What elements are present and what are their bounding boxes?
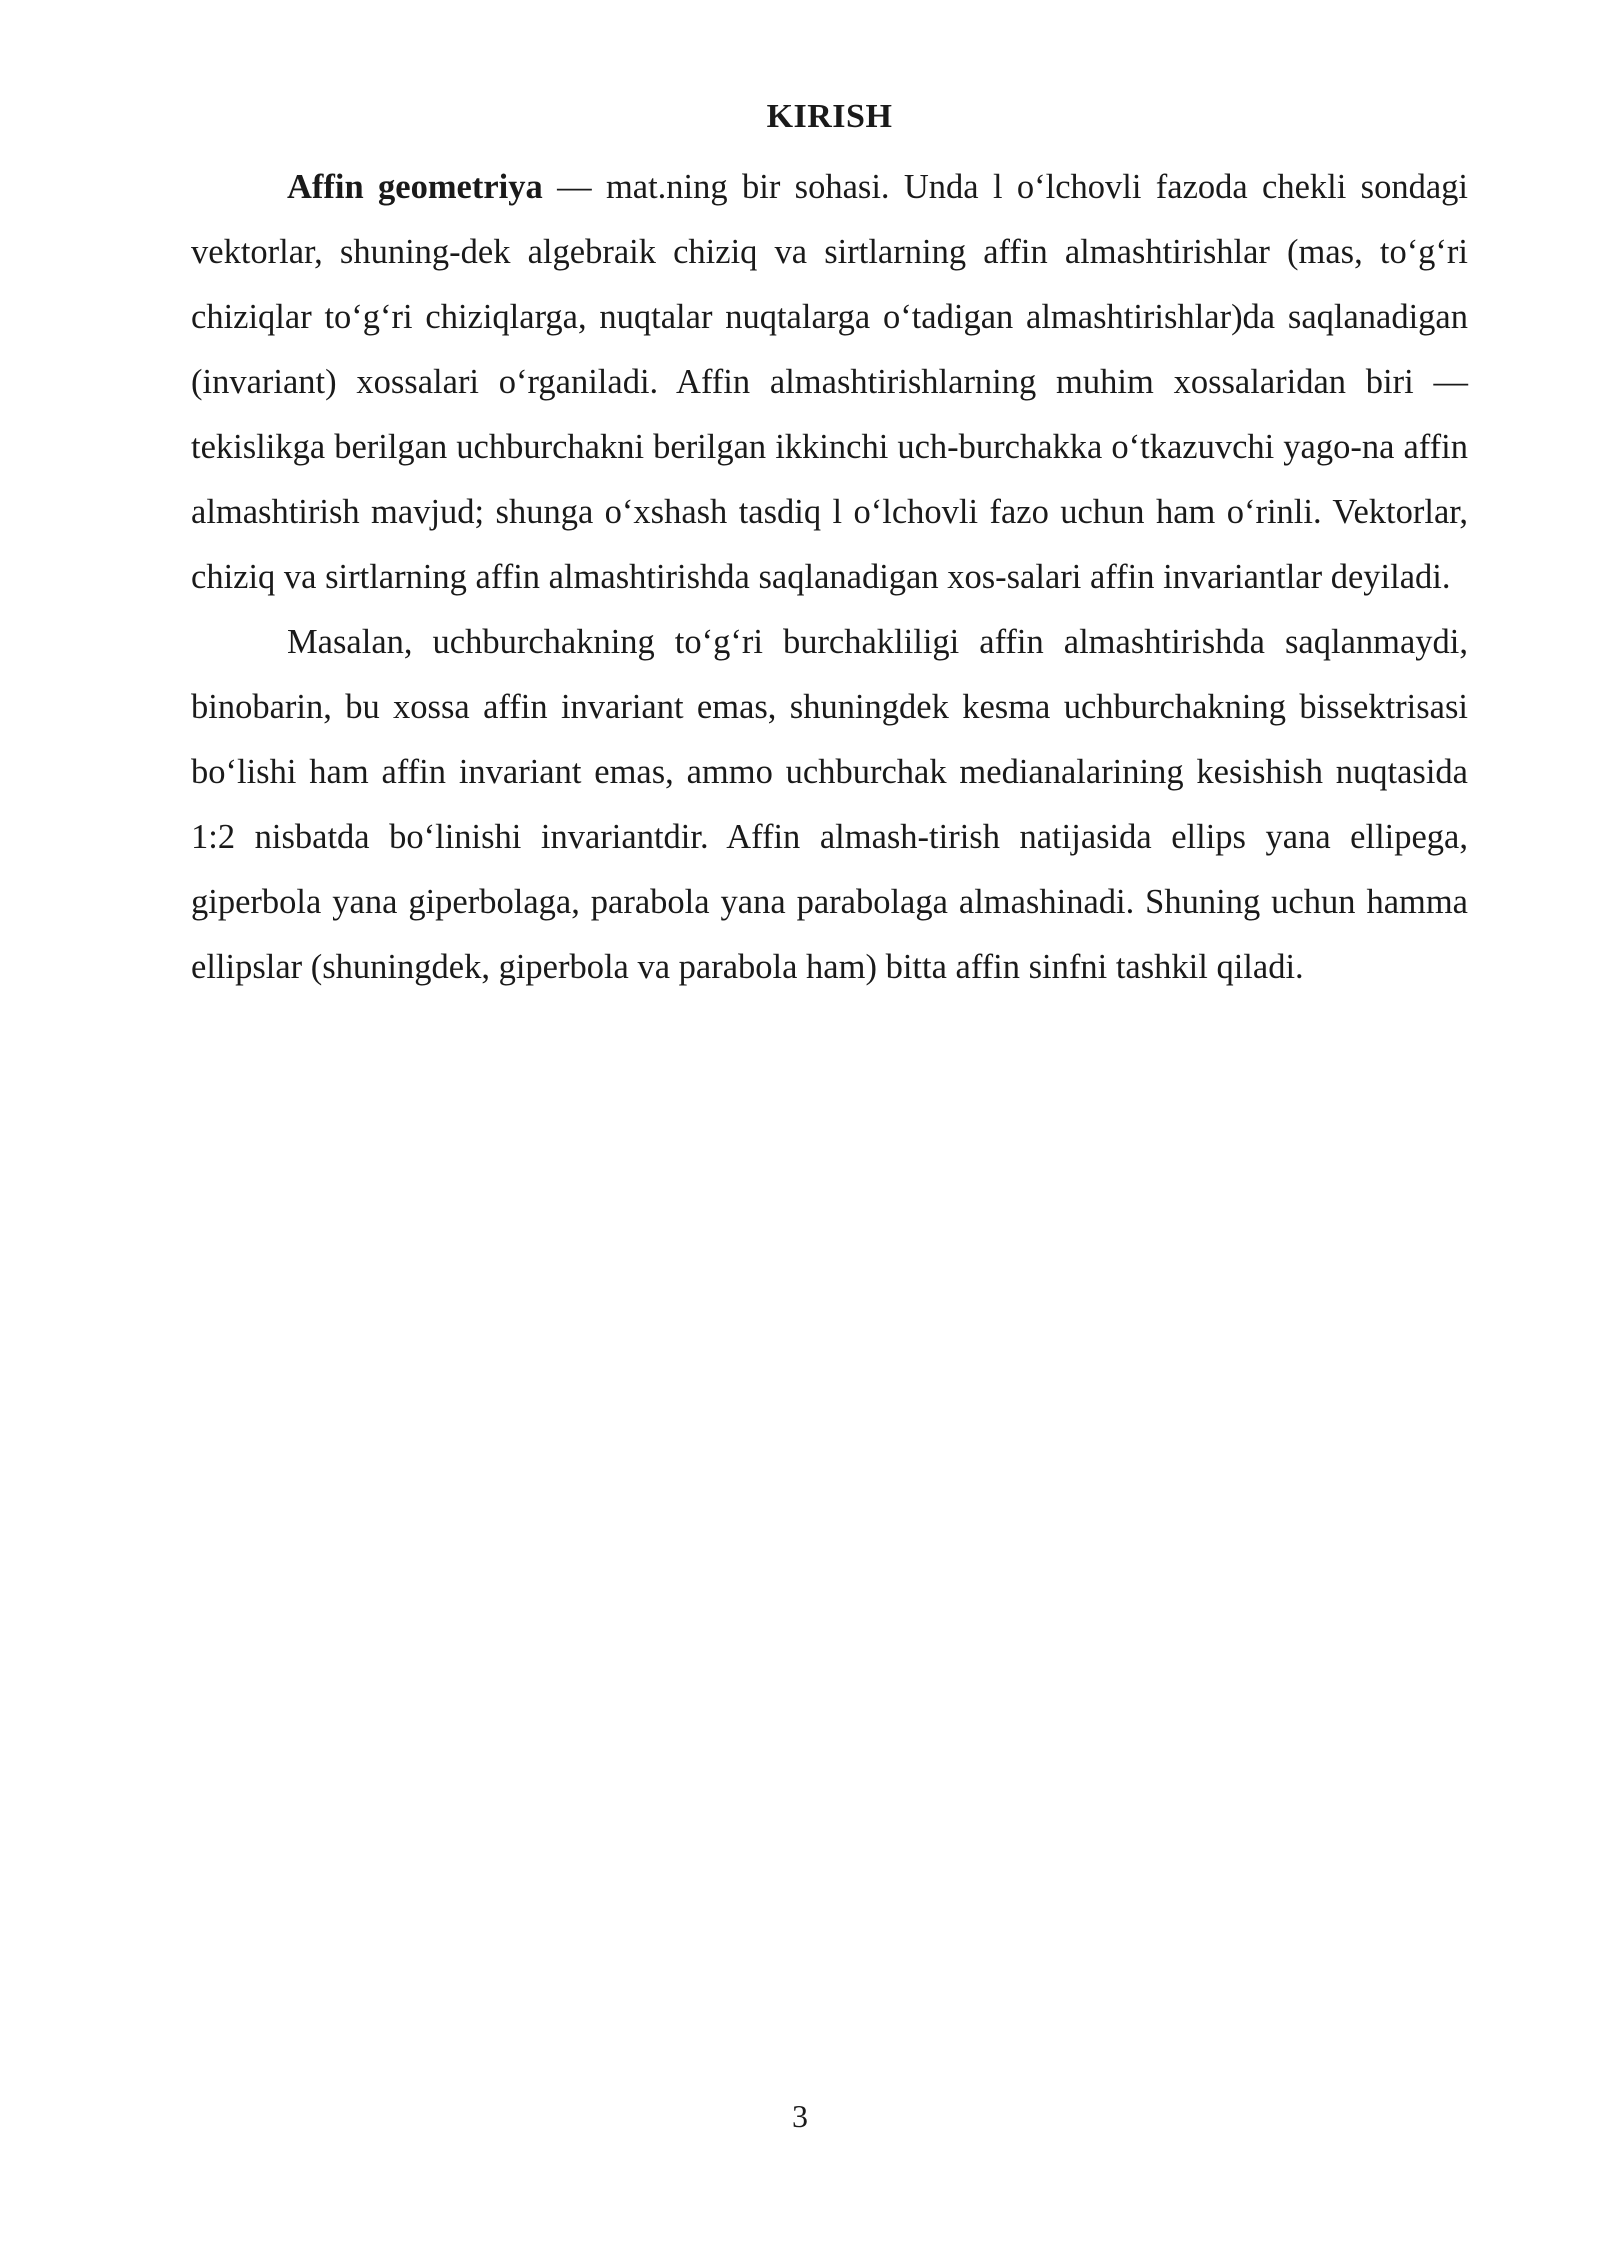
paragraph-1-text: — mat.ning bir sohasi. Unda l o‘lchovli fazoda chekli sondagi vektorlar, shuning-dek algebraik chiziq va sirtlarning affin almashtirishlar (mas, to‘g‘ri chiziqlar to‘g‘ri chiziqlarga, nuqtalar nuqtalarga o‘tadigan almashtirishlar)da saqlanadigan (invariant) xossalari o‘rganiladi. Affin almashtirishlarning muhim xossalaridan biri — tekislikga berilgan uchburchakni berilgan ikkinchi uch-burchakka o‘tkazuvchi yago-na affin almashtirish mavjud; shunga o‘xshash tasdiq l o‘lchovli fazo uchun ham o‘rinli. Vektorlar, chiziq va sirtlarning affin almashtirishda saqlanadigan xos-salari affin invariantlar deyiladi.	[191, 168, 1468, 596]
paragraph-2-text: Masalan, uchburchakning to‘g‘ri burchakliligi affin almashtirishda saqlanmaydi, binobarin, bu xossa affin invariant emas, shuningdek kesma uchburchakning bissektrisasi bo‘lishi ham affin invariant emas, ammo uchburchak medianalarining kesishish nuqtasida 1:2 nisbatda bo‘linishi invariantdir. Affin almash-tirish natijasida ellips yana ellipega, giperbola yana giperbolaga, parabola yana parabolaga almashinadi. Shuning uchun hamma ellipslar (shuningdek, giperbola va parabola ham) bitta affin sinfni tashkil qiladi.	[191, 623, 1468, 986]
paragraph-1	[191, 155, 1468, 610]
page-number: 3	[792, 2098, 808, 2134]
document-body	[191, 92, 1468, 1000]
bold-term: Affin geometriya	[287, 168, 543, 206]
paragraph-2	[191, 610, 1468, 1000]
document-title: KIRISH	[766, 98, 893, 135]
